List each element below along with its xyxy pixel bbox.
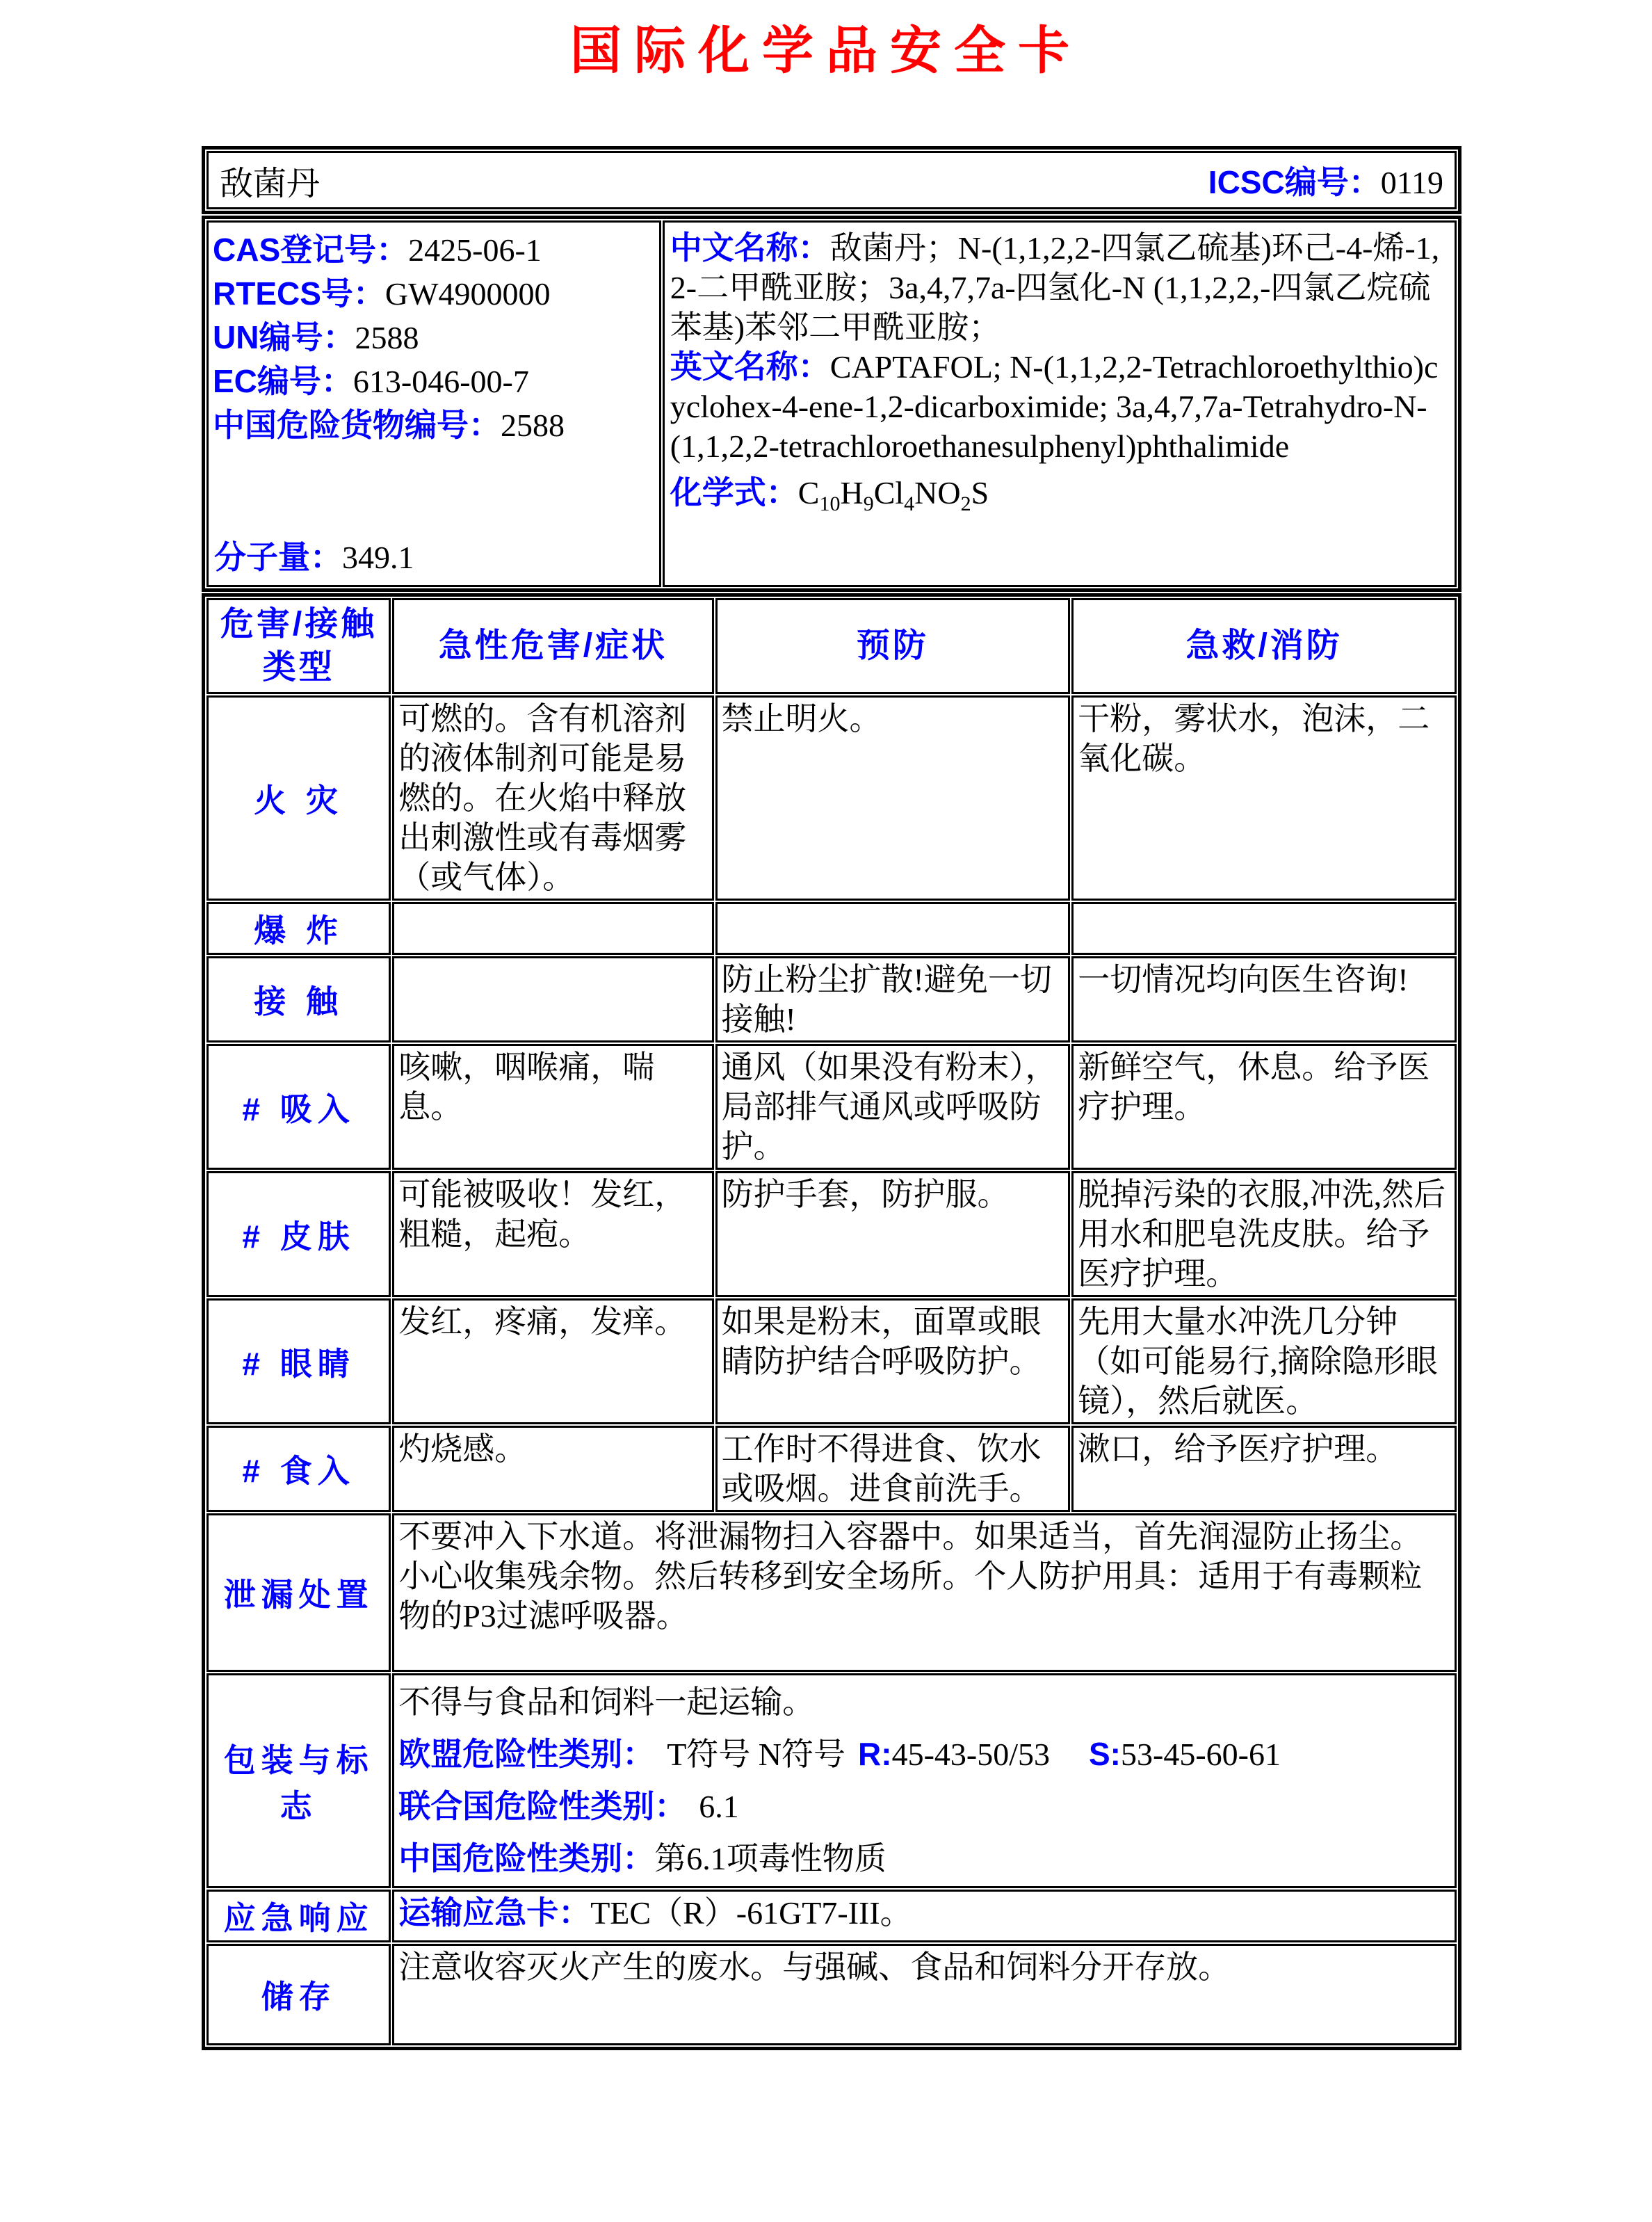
packaging-content: [392, 1673, 1457, 1888]
row-inhalation: [206, 1044, 1457, 1170]
emergency-label: 应急响应: [206, 1890, 391, 1942]
explosion-prevention: [715, 902, 1071, 955]
row-eyes: [206, 1298, 1457, 1424]
spill-text: 不要冲入下水道。将泄漏物扫入容器中。如果适当，首先润湿防止扬尘。小心收集残余物。然后转移到安全场所。个人防护用具：适用于有毒颗粒物的P3过滤呼吸器。: [392, 1513, 1457, 1672]
explosion-firstaid: [1071, 902, 1457, 955]
contact-label: 接 触: [206, 956, 391, 1042]
eyes-prevention: 如果是粉末，面罩或眼睛防护结合呼吸防护。: [715, 1298, 1071, 1424]
header-firstaid: 急救/消防: [1071, 598, 1457, 694]
explosion-symptoms: [392, 902, 713, 955]
title-row: [206, 151, 1457, 209]
row-skin: [206, 1171, 1457, 1297]
icsc-number: [1208, 157, 1443, 203]
china-dg-number: 中国危险货物编号：2588: [213, 407, 565, 443]
fire-label: 火 灾: [206, 695, 391, 901]
packaging-eu-class: 欧盟危险性类别： T符号 N符号 R:45-43-50/53 S:53-45-60-61: [398, 1736, 1281, 1772]
inhalation-label: # 吸入: [206, 1044, 391, 1170]
row-emergency: [206, 1890, 1457, 1942]
cas-number: CAS登记号：2425-06-1: [213, 232, 542, 268]
ingestion-prevention: 工作时不得进食、饮水或吸烟。进食前洗手。: [715, 1426, 1071, 1512]
ingestion-symptoms: 灼烧感。: [392, 1426, 713, 1512]
emergency-content: 运输应急卡：TEC（R）-61GT7-III。: [392, 1890, 1457, 1942]
header-symptoms: 急性危害/症状: [392, 598, 713, 694]
icsc-value: 0119: [1380, 165, 1443, 200]
row-explosion: [206, 902, 1457, 955]
page-title: 国际化学品安全卡: [570, 23, 1082, 80]
row-ingestion: [206, 1426, 1457, 1512]
icsc-label: ICSC编号：: [1208, 164, 1381, 200]
skin-firstaid: 脱掉污染的衣服,冲洗,然后用水和肥皂洗皮肤。给予医疗护理。: [1071, 1171, 1457, 1297]
fire-prevention: 禁止明火。: [715, 695, 1071, 901]
inhalation-prevention: 通风（如果没有粉末），局部排气通风或呼吸防护。: [715, 1044, 1071, 1170]
packaging-un-class: 联合国危险性类别： 6.1: [398, 1788, 739, 1824]
header-hazard-type: 危害/接触类型: [206, 598, 391, 694]
ingestion-firstaid: 漱口，给予医疗护理。: [1071, 1426, 1457, 1512]
inhalation-symptoms: 咳嗽，咽喉痛，喘息。: [392, 1044, 713, 1170]
storage-text: 注意收容灭火产生的废水。与强碱、食品和饲料分开存放。: [392, 1944, 1457, 2045]
row-spill: [206, 1513, 1457, 1672]
fire-firstaid: 干粉，雾状水，泡沫，二氧化碳。: [1071, 695, 1457, 901]
inhalation-firstaid: 新鲜空气，休息。给予医疗护理。: [1071, 1044, 1457, 1170]
packaging-label: 包装与标志: [206, 1673, 391, 1888]
identifiers-cell: [206, 220, 661, 587]
info-table: [202, 216, 1461, 592]
molecular-weight: 分子量：349.1: [214, 539, 414, 575]
chemical-name: 敌菌丹: [220, 165, 321, 202]
row-packaging: [206, 1673, 1457, 1888]
fire-symptoms: 可燃的。含有机溶剂的液体制剂可能是易燃的。在火焰中释放出刺激性或有毒烟雾（或气体）。: [392, 695, 713, 901]
title-table: [202, 146, 1461, 214]
header-prevention: 预防: [715, 598, 1071, 694]
row-storage: [206, 1944, 1457, 2045]
safety-card: [202, 146, 1461, 2050]
ingestion-label: # 食入: [206, 1426, 391, 1512]
skin-prevention: 防护手套，防护服。: [715, 1171, 1071, 1297]
row-fire: [206, 695, 1457, 901]
packaging-transport-note: 不得与食品和饲料一起运输。: [398, 1684, 815, 1720]
packaging-china-class: 中国危险性类别：第6.1项毒性物质: [398, 1840, 886, 1876]
eyes-firstaid: 先用大量水冲洗几分钟（如可能易行,摘除隐形眼镜），然后就医。: [1071, 1298, 1457, 1424]
hazard-table: [202, 593, 1461, 2050]
eyes-symptoms: 发红，疼痛，发痒。: [392, 1298, 713, 1424]
storage-label: 储存: [206, 1944, 391, 2045]
spill-label: 泄漏处置: [206, 1513, 391, 1672]
un-number: UN编号：2588: [213, 319, 419, 355]
row-contact: [206, 956, 1457, 1042]
chinese-name: 中文名称：敌菌丹；N-(1,1,2,2-四氯乙硫基)环己-4-烯-1,2-二甲酰亚胺；3a,4,7,7a-四氢化-N (1,1,2,2,-四氯乙烷硫苯基)苯邻二甲酰亚胺；: [670, 230, 1440, 345]
hazard-header-row: [206, 598, 1457, 694]
explosion-label: 爆 炸: [206, 902, 391, 955]
rtecs-number: RTECS号：GW4900000: [213, 275, 551, 312]
skin-symptoms: 可能被吸收！发红，粗糙，起疱。: [392, 1171, 713, 1297]
english-name: 英文名称：CAPTAFOL; N-(1,1,2,2-Tetrachloroethylthio)cyclohex-4-ene-1,2-dicarboximide; 3a,4,7,7a-Tetrahydro-N-(1,1,2,2-tetrachloroethanesulphenyl)phthalimide: [670, 348, 1439, 464]
chemical-formula: 化学式：$C_{10}H_9Cl_4NO_2S$: [670, 474, 989, 516]
eyes-label: # 眼睛: [206, 1298, 391, 1424]
names-cell: [663, 220, 1457, 587]
contact-prevention: 防止粉尘扩散!避免一切接触!: [715, 956, 1071, 1042]
skin-label: # 皮肤: [206, 1171, 391, 1297]
contact-firstaid: 一切情况均向医生咨询!: [1071, 956, 1457, 1042]
contact-symptoms: [392, 956, 713, 1042]
ec-number: EC编号：613-046-00-7: [213, 363, 529, 399]
